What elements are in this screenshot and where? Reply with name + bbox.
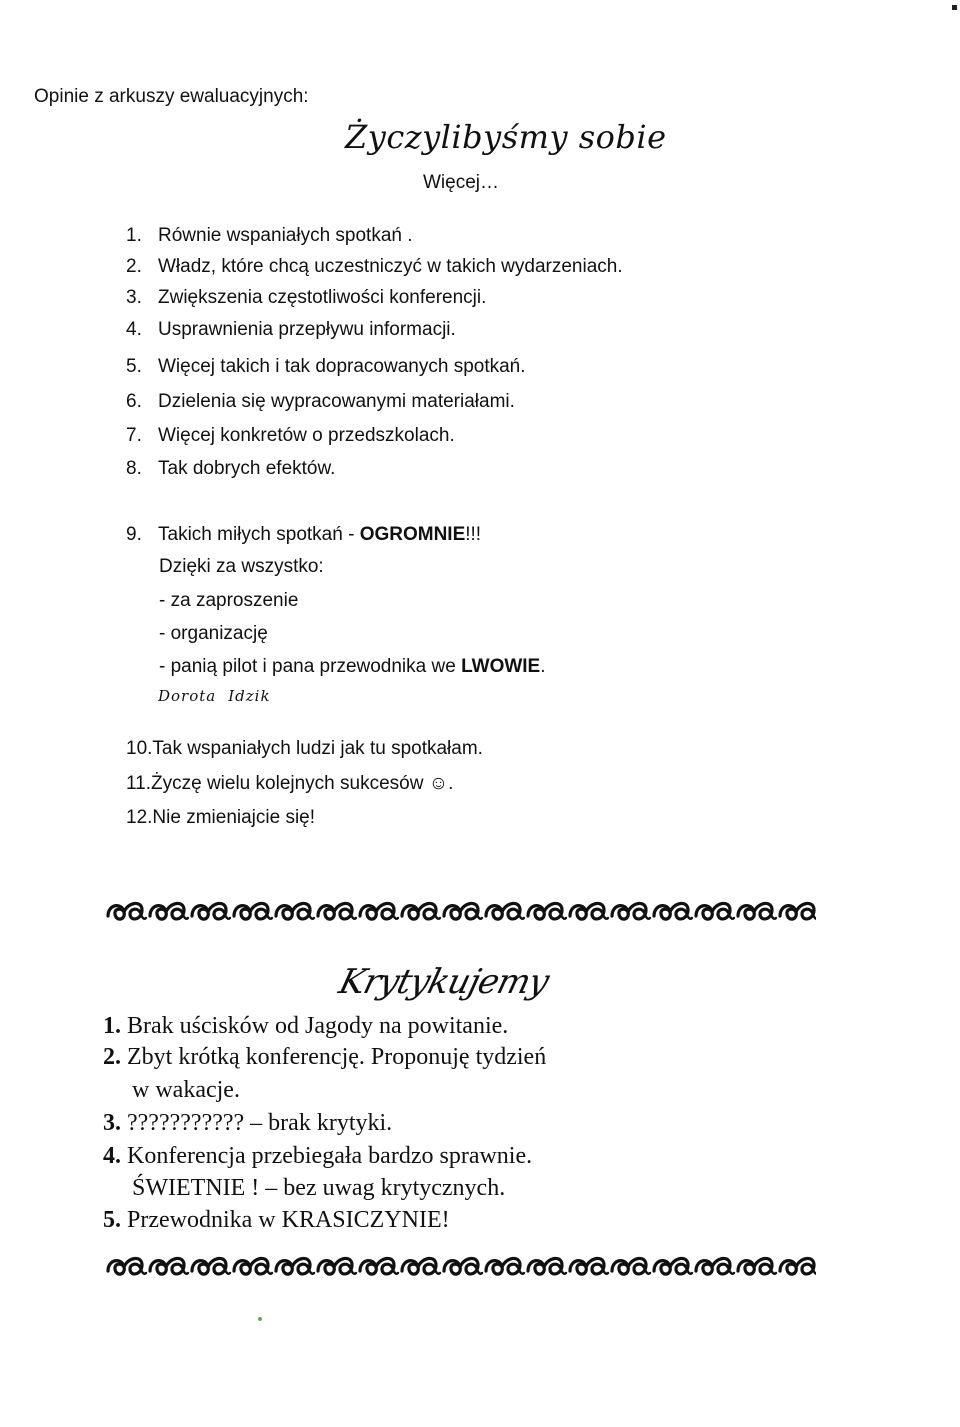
- item-text: ??????????? – brak krytyki.: [121, 1110, 393, 1136]
- list-item: [126, 355, 526, 379]
- item-text: ŚWIETNIE ! – bez uwag krytycznych.: [132, 1175, 506, 1201]
- list-item: [103, 1044, 546, 1071]
- item-text: Zwiększenia częstotliwości konferencji.: [158, 287, 487, 308]
- item-number: 9.: [126, 524, 142, 545]
- list-item: 12.Nie zmieniajcie się!: [126, 807, 316, 828]
- item-number: 7.: [126, 425, 142, 446]
- list-item: [132, 1175, 505, 1202]
- item-text: Przewodnika w KRASICZYNIE!: [121, 1207, 450, 1233]
- list-item: [126, 286, 486, 310]
- item-text: Więcej konkretów o przedszkolach.: [158, 425, 455, 446]
- wishes-title: Życzylibyśmy sobie: [345, 118, 667, 156]
- list-item: [132, 1077, 240, 1104]
- item-tail: !!!: [465, 524, 482, 545]
- item-text: Więcej takich i tak dopracowanych spotkań.: [158, 356, 526, 377]
- thanks-item: [159, 656, 546, 678]
- item-number: 3.: [126, 287, 142, 308]
- item-number: 1.: [126, 225, 142, 246]
- item-text: Władz, które chcą uczestniczyć w takich wydarzeniach.: [158, 256, 623, 277]
- thanks-emphasis: LWOWIE: [461, 656, 541, 677]
- list-item: [103, 1110, 392, 1137]
- item-text: Dzielenia się wypracowanymi materiałami.: [158, 391, 515, 412]
- ornament-row: [108, 1258, 816, 1274]
- thanks-item: - organizację: [159, 623, 268, 644]
- item-emphasis: OGROMNIE: [359, 524, 466, 545]
- list-item: [126, 255, 623, 279]
- item-number: 8.: [126, 458, 142, 479]
- item-number: 6.: [126, 391, 142, 412]
- thanks-heading: Dzięki za wszystko:: [159, 556, 324, 577]
- scroll-ornament-icon: [104, 894, 816, 928]
- intro-heading: Opinie z arkuszy ewaluacyjnych:: [34, 86, 309, 107]
- item-number: 4.: [126, 319, 142, 340]
- signature-last: Idzik: [228, 687, 271, 705]
- thanks-tail: .: [540, 656, 546, 677]
- list-item: [126, 390, 515, 414]
- item-text: Zbyt krótką konferencję. Proponuję tydzień: [121, 1044, 547, 1070]
- wishes-subtitle: Więcej…: [423, 172, 500, 193]
- thanks-text: - panią pilot i pana przewodnika we: [159, 656, 462, 677]
- item-text: Usprawnienia przepływu informacji.: [158, 319, 456, 340]
- item-text: Równie wspaniałych spotkań .: [158, 225, 413, 246]
- criticism-title: Krytykujemy: [335, 962, 553, 1002]
- item-number: 2.: [103, 1044, 121, 1070]
- item-text: Konferencja przebiegała bardzo sprawnie.: [121, 1143, 533, 1169]
- item-text: Takich miłych spotkań -: [158, 524, 360, 545]
- list-item: [126, 224, 413, 248]
- item-number: 3.: [103, 1110, 121, 1136]
- list-item: 11.Życzę wielu kolejnych sukcesów ☺.: [126, 773, 454, 794]
- item-number: 5.: [126, 356, 142, 377]
- list-item: [126, 424, 455, 448]
- list-item: [103, 1143, 532, 1170]
- list-item: [103, 1013, 508, 1040]
- list-item: [103, 1207, 450, 1234]
- item-text: Tak dobrych efektów.: [158, 458, 336, 479]
- list-item: [126, 457, 335, 481]
- item-number: 5.: [103, 1207, 121, 1233]
- item-number: 1.: [103, 1013, 121, 1039]
- item-number: 4.: [103, 1143, 121, 1169]
- scan-speck: [258, 1317, 262, 1321]
- scroll-ornament-icon: [104, 1249, 816, 1283]
- item-text: Brak uścisków od Jagody na powitanie.: [121, 1013, 509, 1039]
- item-text: w wakacje.: [132, 1077, 240, 1103]
- list-item: 10.Tak wspaniałych ludzi jak tu spotkałam.: [126, 738, 483, 759]
- thanks-item: - za zaproszenie: [159, 590, 299, 611]
- scan-corner-mark: [952, 5, 957, 10]
- list-item: [126, 318, 456, 342]
- item-number: 2.: [126, 256, 142, 277]
- handwritten-signature: [158, 687, 271, 705]
- list-item: [126, 523, 481, 547]
- signature-first: Dorota: [158, 687, 217, 705]
- ornament-row: [108, 903, 816, 919]
